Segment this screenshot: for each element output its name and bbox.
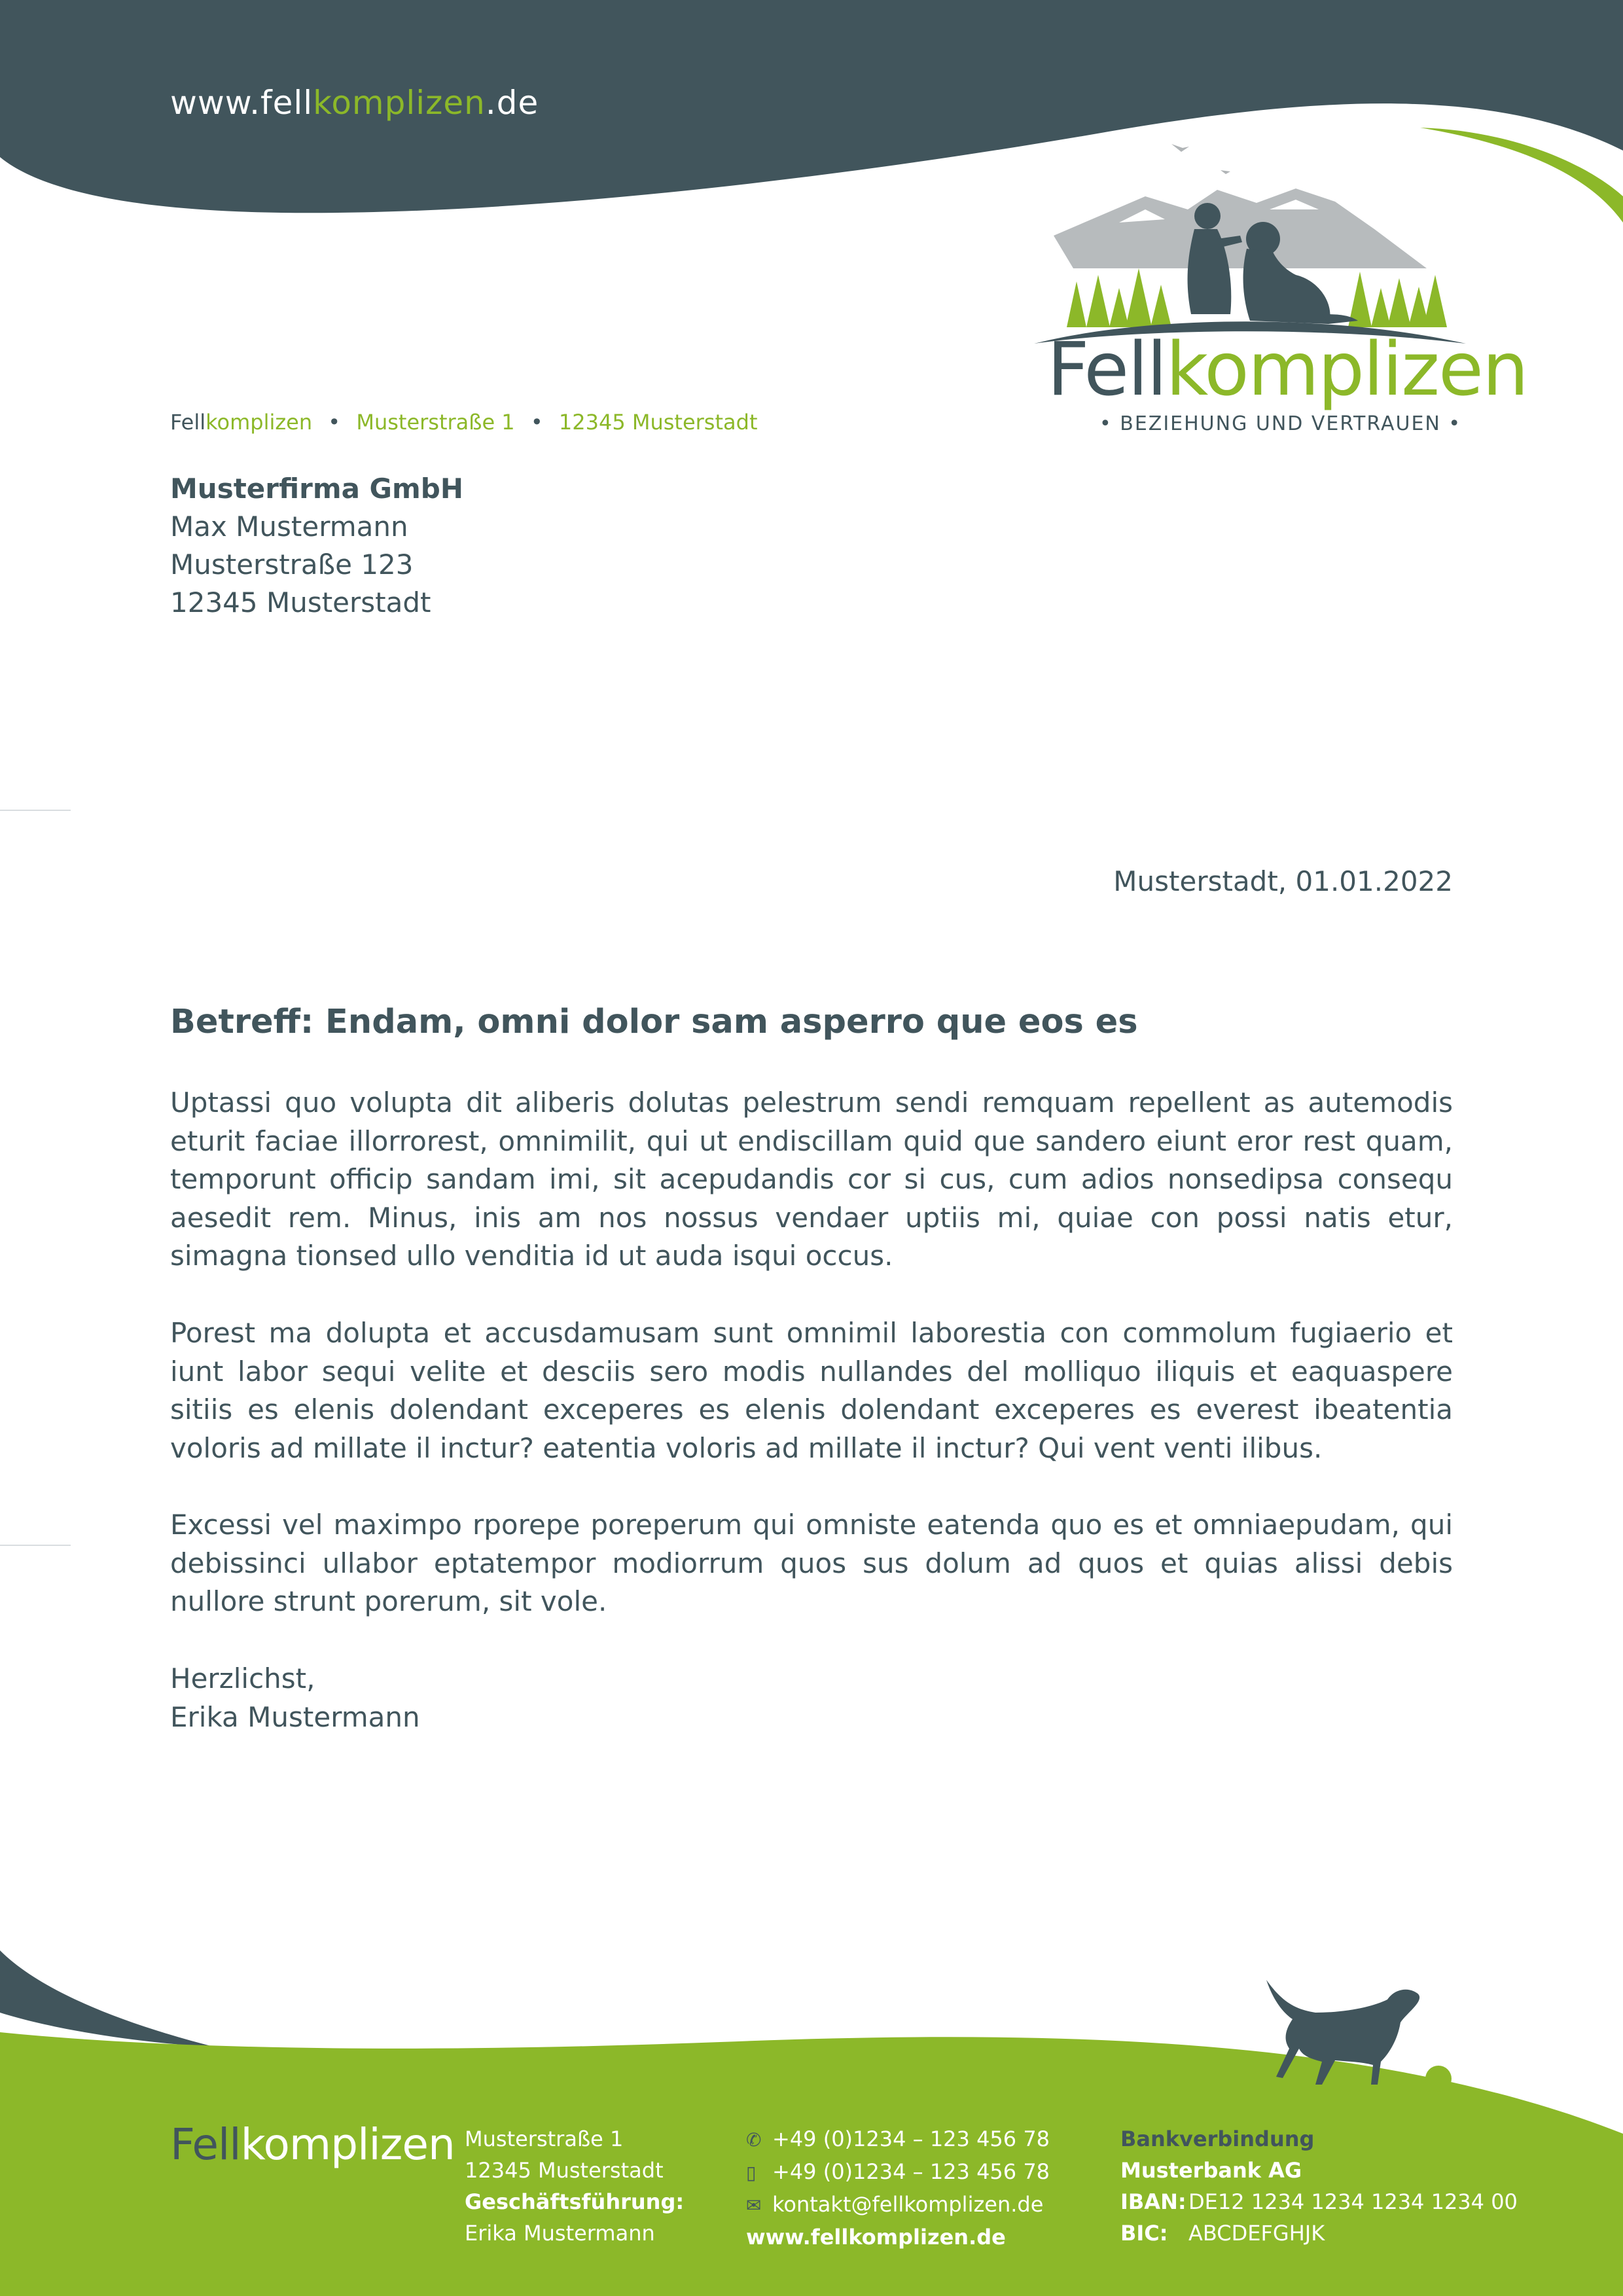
green-dot [1425, 2066, 1452, 2092]
header-website[interactable] [170, 84, 539, 122]
header-url-suffix: .de [485, 84, 539, 122]
footer-mobile: +49 (0)1234 – 123 456 78 [772, 2159, 1050, 2184]
mobile-icon: ▯ [746, 2162, 757, 2183]
sender-city: 12345 Musterstadt [558, 410, 758, 435]
header-url-brand: komplizen [313, 84, 486, 122]
bird-icon [1221, 170, 1230, 174]
recipient-street: Musterstraße 123 [170, 548, 414, 581]
footer-brand-dark: Fell [170, 2119, 241, 2170]
bic-value: ABCDEFGHJK [1188, 2221, 1325, 2246]
logo-tagline: • BEZIEHUNG UND VERTRAUEN • [1099, 412, 1462, 435]
recipient-name: Max Mustermann [170, 511, 408, 543]
mail-icon: ✉ [746, 2195, 762, 2216]
footer-mobile-row[interactable] [746, 2156, 1050, 2189]
letter-subject: Betreff: Endam, omni dolor sam asperro que eos es [170, 1003, 1138, 1041]
logo-wordmark [1047, 327, 1527, 412]
footer-bic-row [1120, 2217, 1518, 2249]
sender-brand-dark: Fell [170, 410, 206, 435]
footer-bank-name: Musterbank AG [1120, 2158, 1302, 2183]
recipient-company: Musterfirma GmbH [170, 473, 463, 505]
phone-icon: ✆ [746, 2129, 762, 2151]
closing-greeting: Herzlichst, [170, 1662, 315, 1695]
footer-bank-heading: Bankverbindung [1120, 2126, 1315, 2151]
footer-address [465, 2123, 684, 2249]
body-paragraph: Porest ma dolupta et accusdamusam sunt omnimil laborestia con commolum fugiaerio et iunt labor sequi velite et desciis sero modis nullandes del molliquo iliquis et eaquaspere sitiis es elenis dolendant exceperes es elenis dolendant exceperes es everest ibeatentia voloris ad millate il inctur? eatentia voloris ad millate il inctur? Qui vent venti ilibus. [170, 1317, 1453, 1464]
recipient-address [170, 470, 463, 622]
logo-word-dark: Fell [1047, 327, 1166, 412]
recipient-city: 12345 Musterstadt [170, 586, 431, 619]
body-paragraph: Excessi vel maximpo rporepe poreperum qui omniste eatenda quo es et omniaepudam, qui debissinci ullabor eptatempor modiorrum quos sus dolum ad quos et quias alissi debis nullore strunt porerum, sit vole. [170, 1509, 1453, 1617]
iban-label: IBAN: [1120, 2189, 1186, 2214]
closing-signature: Erika Mustermann [170, 1700, 420, 1733]
footer-management-name: Erika Mustermann [465, 2221, 655, 2246]
footer-management-label: Geschäftsführung: [465, 2189, 685, 2214]
fold-mark [0, 1545, 71, 1546]
footer-brand-light: komplizen [240, 2119, 455, 2170]
trees-right-icon [1348, 272, 1447, 327]
separator-dot: • [530, 410, 543, 435]
logo-word-green: komplizen [1166, 327, 1527, 412]
footer-city: 12345 Musterstadt [465, 2158, 664, 2183]
letter-closing [170, 1660, 420, 1736]
footer-contact [746, 2123, 1050, 2253]
footer-phone-row[interactable] [746, 2123, 1050, 2156]
body-paragraph: Uptassi quo volupta dit aliberis dolutas pelestrum sendi remquam repellent as autemodis eturit faciae illorrorest, omnimilit, qui ut endiscillam quid que sandero eiunt eror rest quam, temporunt officip sandam imi, sit acepudandis cor si cus, cum adios nonsedipsa consequ aesedit rem. Minus, inis am nos nossus vendaer uptiis mi, quiae con possi natis etur, simagna tionsed ullo venditia id ut auda isqui occus. [170, 1086, 1453, 1272]
footer-web[interactable]: www.fellkomplizen.de [746, 2225, 1006, 2250]
footer-bank [1120, 2123, 1518, 2249]
bic-label: BIC: [1120, 2221, 1168, 2246]
footer-email: kontakt@fellkomplizen.de [772, 2192, 1044, 2217]
header-url-prefix: www.fell [170, 84, 313, 122]
bird-icon [1171, 144, 1189, 152]
sender-brand-green: komplizen [205, 410, 313, 435]
footer-email-row[interactable] [746, 2189, 1050, 2221]
trees-left-icon [1067, 268, 1171, 327]
footer-street: Musterstraße 1 [465, 2126, 624, 2151]
sender-return-line [170, 410, 757, 435]
fold-mark [0, 810, 71, 811]
footer-iban-row [1120, 2186, 1518, 2217]
mountain-icon [1054, 188, 1427, 268]
letter-date: Musterstadt, 01.01.2022 [1113, 865, 1453, 897]
footer-phone: +49 (0)1234 – 123 456 78 [772, 2126, 1050, 2151]
footer-logo [170, 2119, 455, 2170]
sender-street: Musterstraße 1 [356, 410, 515, 435]
iban-value: DE12 1234 1234 1234 1234 00 [1188, 2189, 1518, 2214]
separator-dot: • [328, 410, 341, 435]
